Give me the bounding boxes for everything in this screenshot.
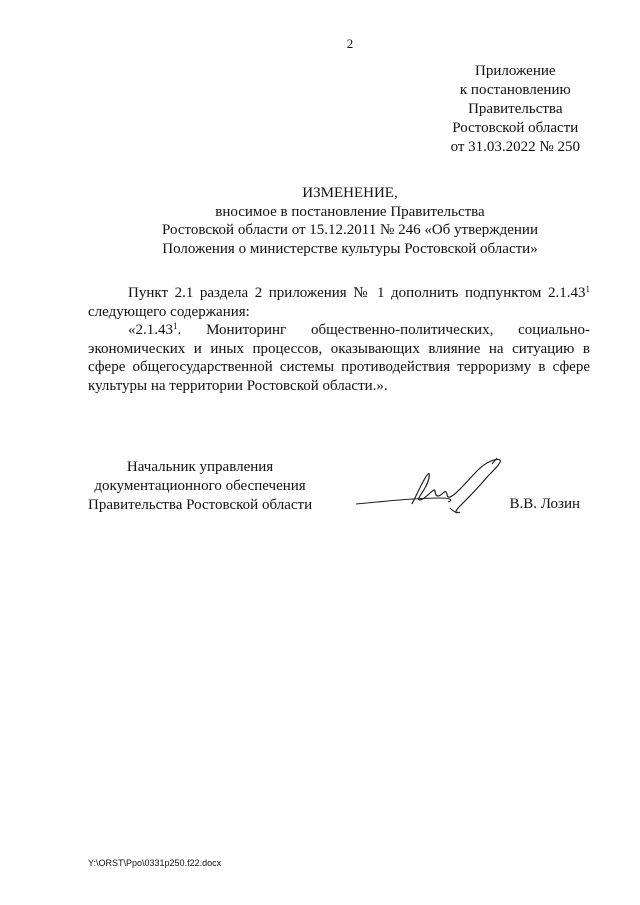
appendix-line-1: Приложение xyxy=(475,63,556,79)
paragraph-2-superscript: 1 xyxy=(173,321,178,331)
title-heading: ИЗМЕНЕНИЕ, xyxy=(302,185,398,201)
signatory-line-1: Начальник управления xyxy=(126,459,274,475)
paragraph-2 xyxy=(88,321,590,395)
title-line-2: вносимое в постановление Правительства xyxy=(215,203,485,220)
paragraph-2-open: «2.1.43 xyxy=(128,322,173,338)
body-text xyxy=(88,284,590,395)
page-number: 2 xyxy=(346,36,354,51)
appendix-line-4: Ростовской области xyxy=(452,120,579,136)
paragraph-1-superscript: 1 xyxy=(585,284,590,294)
title-line-3: Ростовской области от 15.12.2011 № 246 «Об утверждении xyxy=(162,222,538,238)
paragraph-2-text: . Мониторинг общественно-политических, социально-экономических и иных процессов, оказывающих влияние на ситуацию в сфере общегосударственной системы противодействия терроризму в сфере культуры на территории Ростовской области.». xyxy=(88,322,590,394)
signatory-line-2: документационного обеспечения xyxy=(94,478,306,494)
title-line-4: Положения о министерстве культуры Ростовской области» xyxy=(162,240,538,257)
appendix-line-3: Правительства xyxy=(468,101,563,117)
handwritten-signature xyxy=(350,452,510,520)
signatory-line-3: Правительства Ростовской области xyxy=(88,497,313,513)
paragraph-1-text: Пункт 2.1 раздела 2 приложения № 1 дополнить подпунктом 2.1.43 xyxy=(128,285,586,301)
appendix-line-5: от 31.03.2022 № 250 xyxy=(450,139,580,155)
signatory-position xyxy=(88,458,312,515)
appendix-line-2: к постановлению xyxy=(459,82,571,98)
appendix-reference xyxy=(451,62,580,157)
file-path: Y:\ORST\Ppo\0331p250.f22.docx xyxy=(88,858,222,868)
paragraph-1-tail: следующего содержания: xyxy=(88,303,250,320)
paragraph-1 xyxy=(88,284,590,321)
signer-name: В.В. Лозин xyxy=(509,496,580,512)
document-title xyxy=(0,184,640,258)
